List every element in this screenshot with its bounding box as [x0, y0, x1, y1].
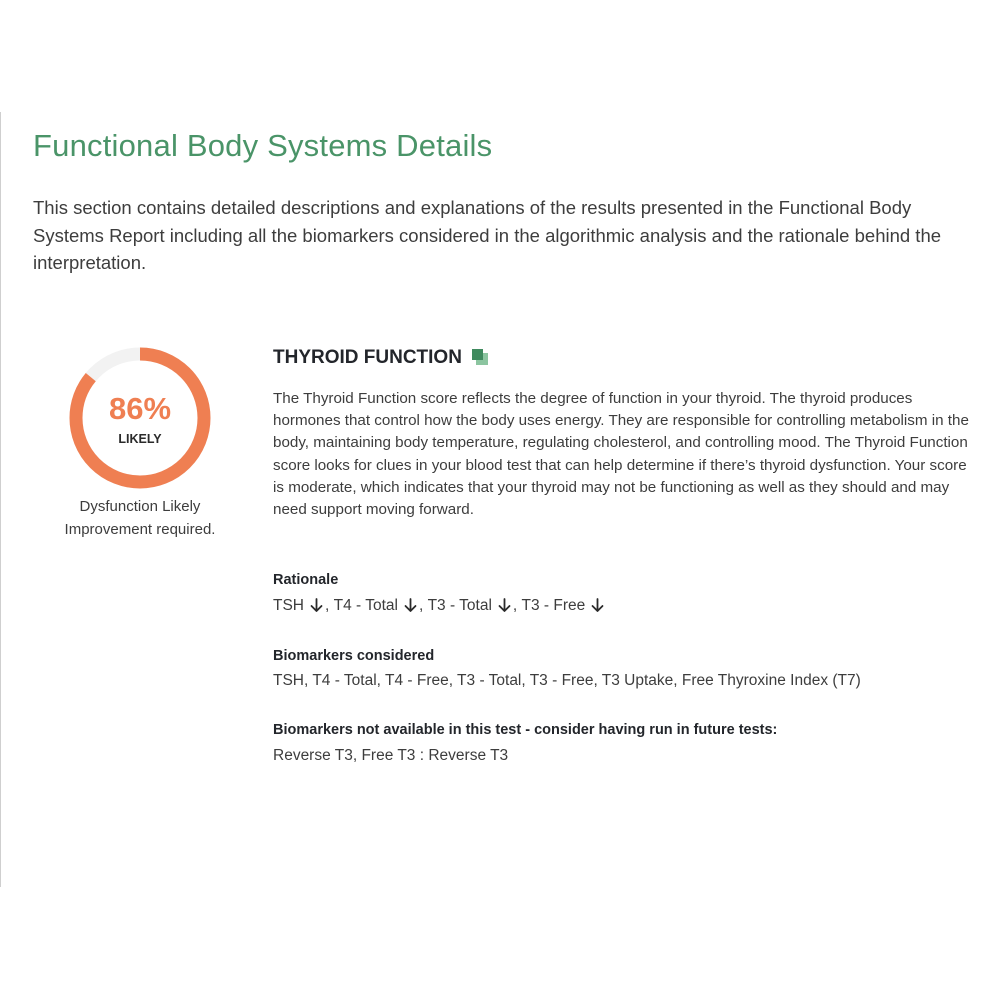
score-value: 86%	[108, 391, 172, 426]
section-intro: This section contains detailed descriptions and explanations of the results presented in the Functional Body Systems Report including all the biomarkers considered in the algorithmic analysis and the rationale behind the interpretation.	[33, 197, 942, 273]
rationale-heading: Rationale	[273, 572, 339, 588]
score-caption-line-1: Dysfunction Likely	[79, 498, 201, 515]
score-caption	[40, 496, 240, 541]
left-border-rule	[0, 112, 1, 887]
biomarkers-unavailable-heading: Biomarkers not available in this test - consider having run in future tests:	[273, 722, 778, 738]
arrow-down-icon	[591, 598, 604, 613]
rationale-separator: ,	[325, 597, 334, 614]
rationale-list	[273, 597, 606, 615]
arrow-down-icon	[310, 598, 323, 613]
rationale-item-label: TSH	[273, 597, 304, 614]
rationale-item-label: T4 - Total	[333, 597, 398, 614]
biomarkers-unavailable-list: Reverse T3, Free T3 : Reverse T3	[273, 747, 509, 764]
rationale-separator: ,	[512, 597, 522, 614]
biomarkers-considered-heading: Biomarkers considered	[273, 648, 435, 664]
copy-icon[interactable]	[471, 348, 489, 366]
system-heading	[273, 347, 489, 369]
score-status-word: LIKELY	[118, 432, 162, 446]
arrow-down-icon	[498, 598, 511, 613]
rationale-item-label: T3 - Free	[521, 597, 586, 614]
rationale-item-label: T3 - Total	[427, 597, 492, 614]
arrow-down-icon	[404, 598, 417, 613]
score-gauge	[66, 344, 214, 492]
system-description: The Thyroid Function score reflects the degree of function in your thyroid. The thyroid produces hormones that control how the body uses energy. They are responsible for controlling metabolism in the body, maintaining body temperature, regulating cholesterol, and controlling mood. The Thyroid Function score looks for clues in your blood test that can help determine if there’s thyroid dysfunction. Your score is moderate, which indicates that your thyroid may not be functioning as well as they should and may need support moving forward.	[273, 390, 969, 519]
biomarkers-considered-list: TSH, T4 - Total, T4 - Free, T3 - Total, T3 - Free, T3 Uptake, Free Thyroxine Index (T7)	[273, 672, 861, 689]
system-name: THYROID FUNCTION	[273, 347, 462, 368]
page-title: Functional Body Systems Details	[33, 128, 493, 163]
rationale-separator: ,	[418, 597, 428, 614]
score-caption-line-2: Improvement required.	[64, 520, 216, 538]
